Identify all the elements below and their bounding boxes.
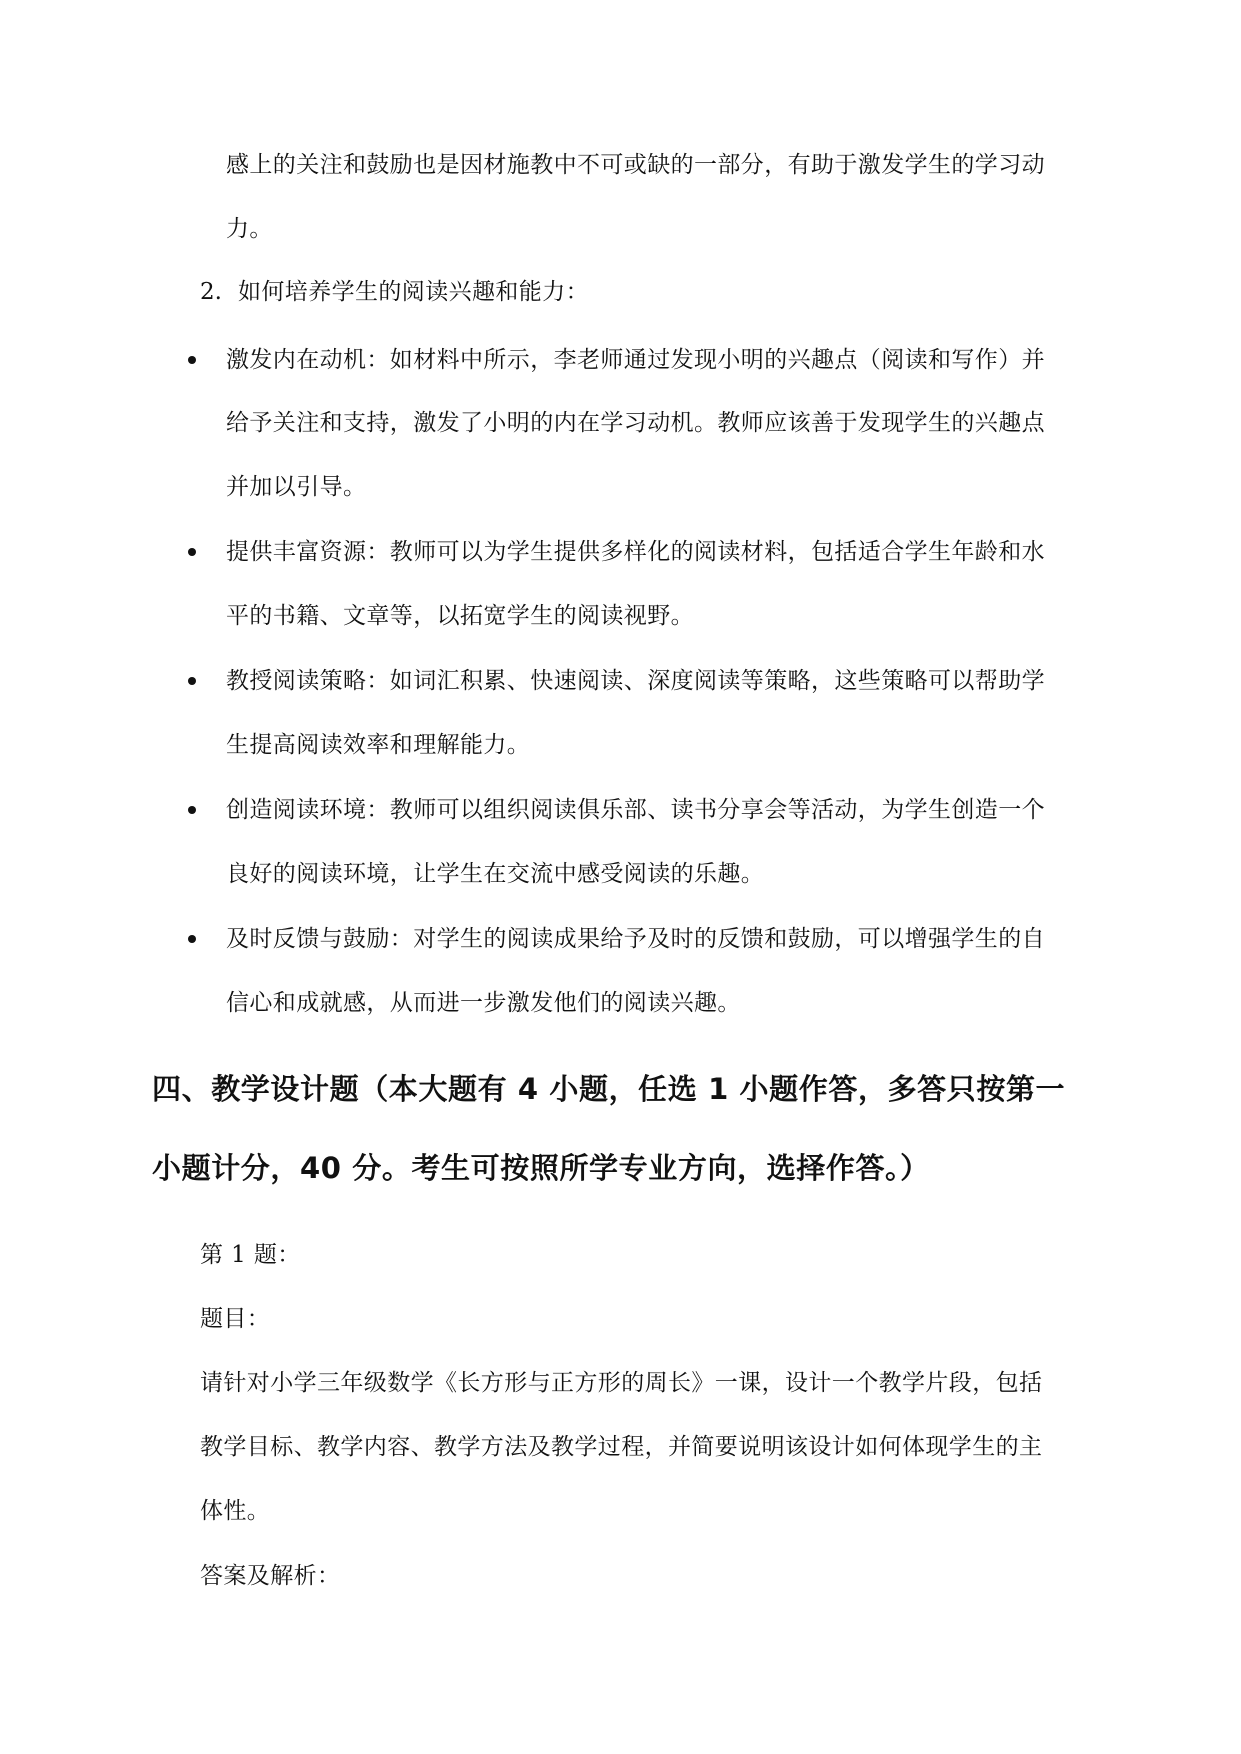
item-title: 如何培养学生的阅读兴趣和能力： [238, 279, 589, 305]
section-heading: 小题计分，40 分。考生可按照所学专业方向，选择作答。） [152, 1151, 930, 1185]
question-title-label: 题目： [200, 1306, 271, 1332]
bullet-line: 信心和成就感，从而进一步激发他们的阅读兴趣。 [226, 990, 741, 1016]
bullet-line: 提供丰富资源：教师可以为学生提供多样化的阅读材料，包括适合学生年龄和水 [226, 539, 1045, 565]
bullet-line: 教授阅读策略：如词汇积累、快速阅读、深度阅读等策略，这些策略可以帮助学 [226, 668, 1045, 694]
bullet-dot [188, 935, 196, 943]
bullet-line: 并加以引导。 [226, 474, 367, 500]
bullet-line: 生提高阅读效率和理解能力。 [226, 732, 531, 758]
bullet-line: 及时反馈与鼓励：对学生的阅读成果给予及时的反馈和鼓励，可以增强学生的自 [226, 926, 1045, 952]
paragraph-line: 感上的关注和鼓励也是因材施教中不可或缺的一部分，有助于激发学生的学习动 [226, 152, 1045, 178]
question-label: 第 1 题： [200, 1242, 301, 1268]
list-number: 2. [200, 279, 222, 305]
bullet-line: 良好的阅读环境，让学生在交流中感受阅读的乐趣。 [226, 861, 765, 887]
bullet-dot [188, 548, 196, 556]
question-line: 体性。 [200, 1498, 271, 1524]
bullet-line: 激发内在动机：如材料中所示，李老师通过发现小明的兴趣点（阅读和写作）并 [226, 347, 1045, 373]
question-line: 请针对小学三年级数学《长方形与正方形的周长》一课，设计一个教学片段，包括 [200, 1370, 1043, 1396]
bullet-line: 创造阅读环境：教师可以组织阅读俱乐部、读书分享会等活动，为学生创造一个 [226, 797, 1045, 823]
bullet-dot [188, 806, 196, 814]
question-line: 教学目标、教学内容、教学方法及教学过程，并简要说明该设计如何体现学生的主 [200, 1434, 1043, 1460]
bullet-line: 平的书籍、文章等，以拓宽学生的阅读视野。 [226, 603, 694, 629]
paragraph-line: 力。 [226, 216, 273, 242]
bullet-dot [188, 356, 196, 364]
section-heading: 四、教学设计题（本大题有 4 小题，任选 1 小题作答，多答只按第一 [152, 1072, 1066, 1106]
answer-label: 答案及解析： [200, 1563, 341, 1589]
bullet-dot [188, 677, 196, 685]
bullet-line: 给予关注和支持，激发了小明的内在学习动机。教师应该善于发现学生的兴趣点 [226, 410, 1045, 436]
